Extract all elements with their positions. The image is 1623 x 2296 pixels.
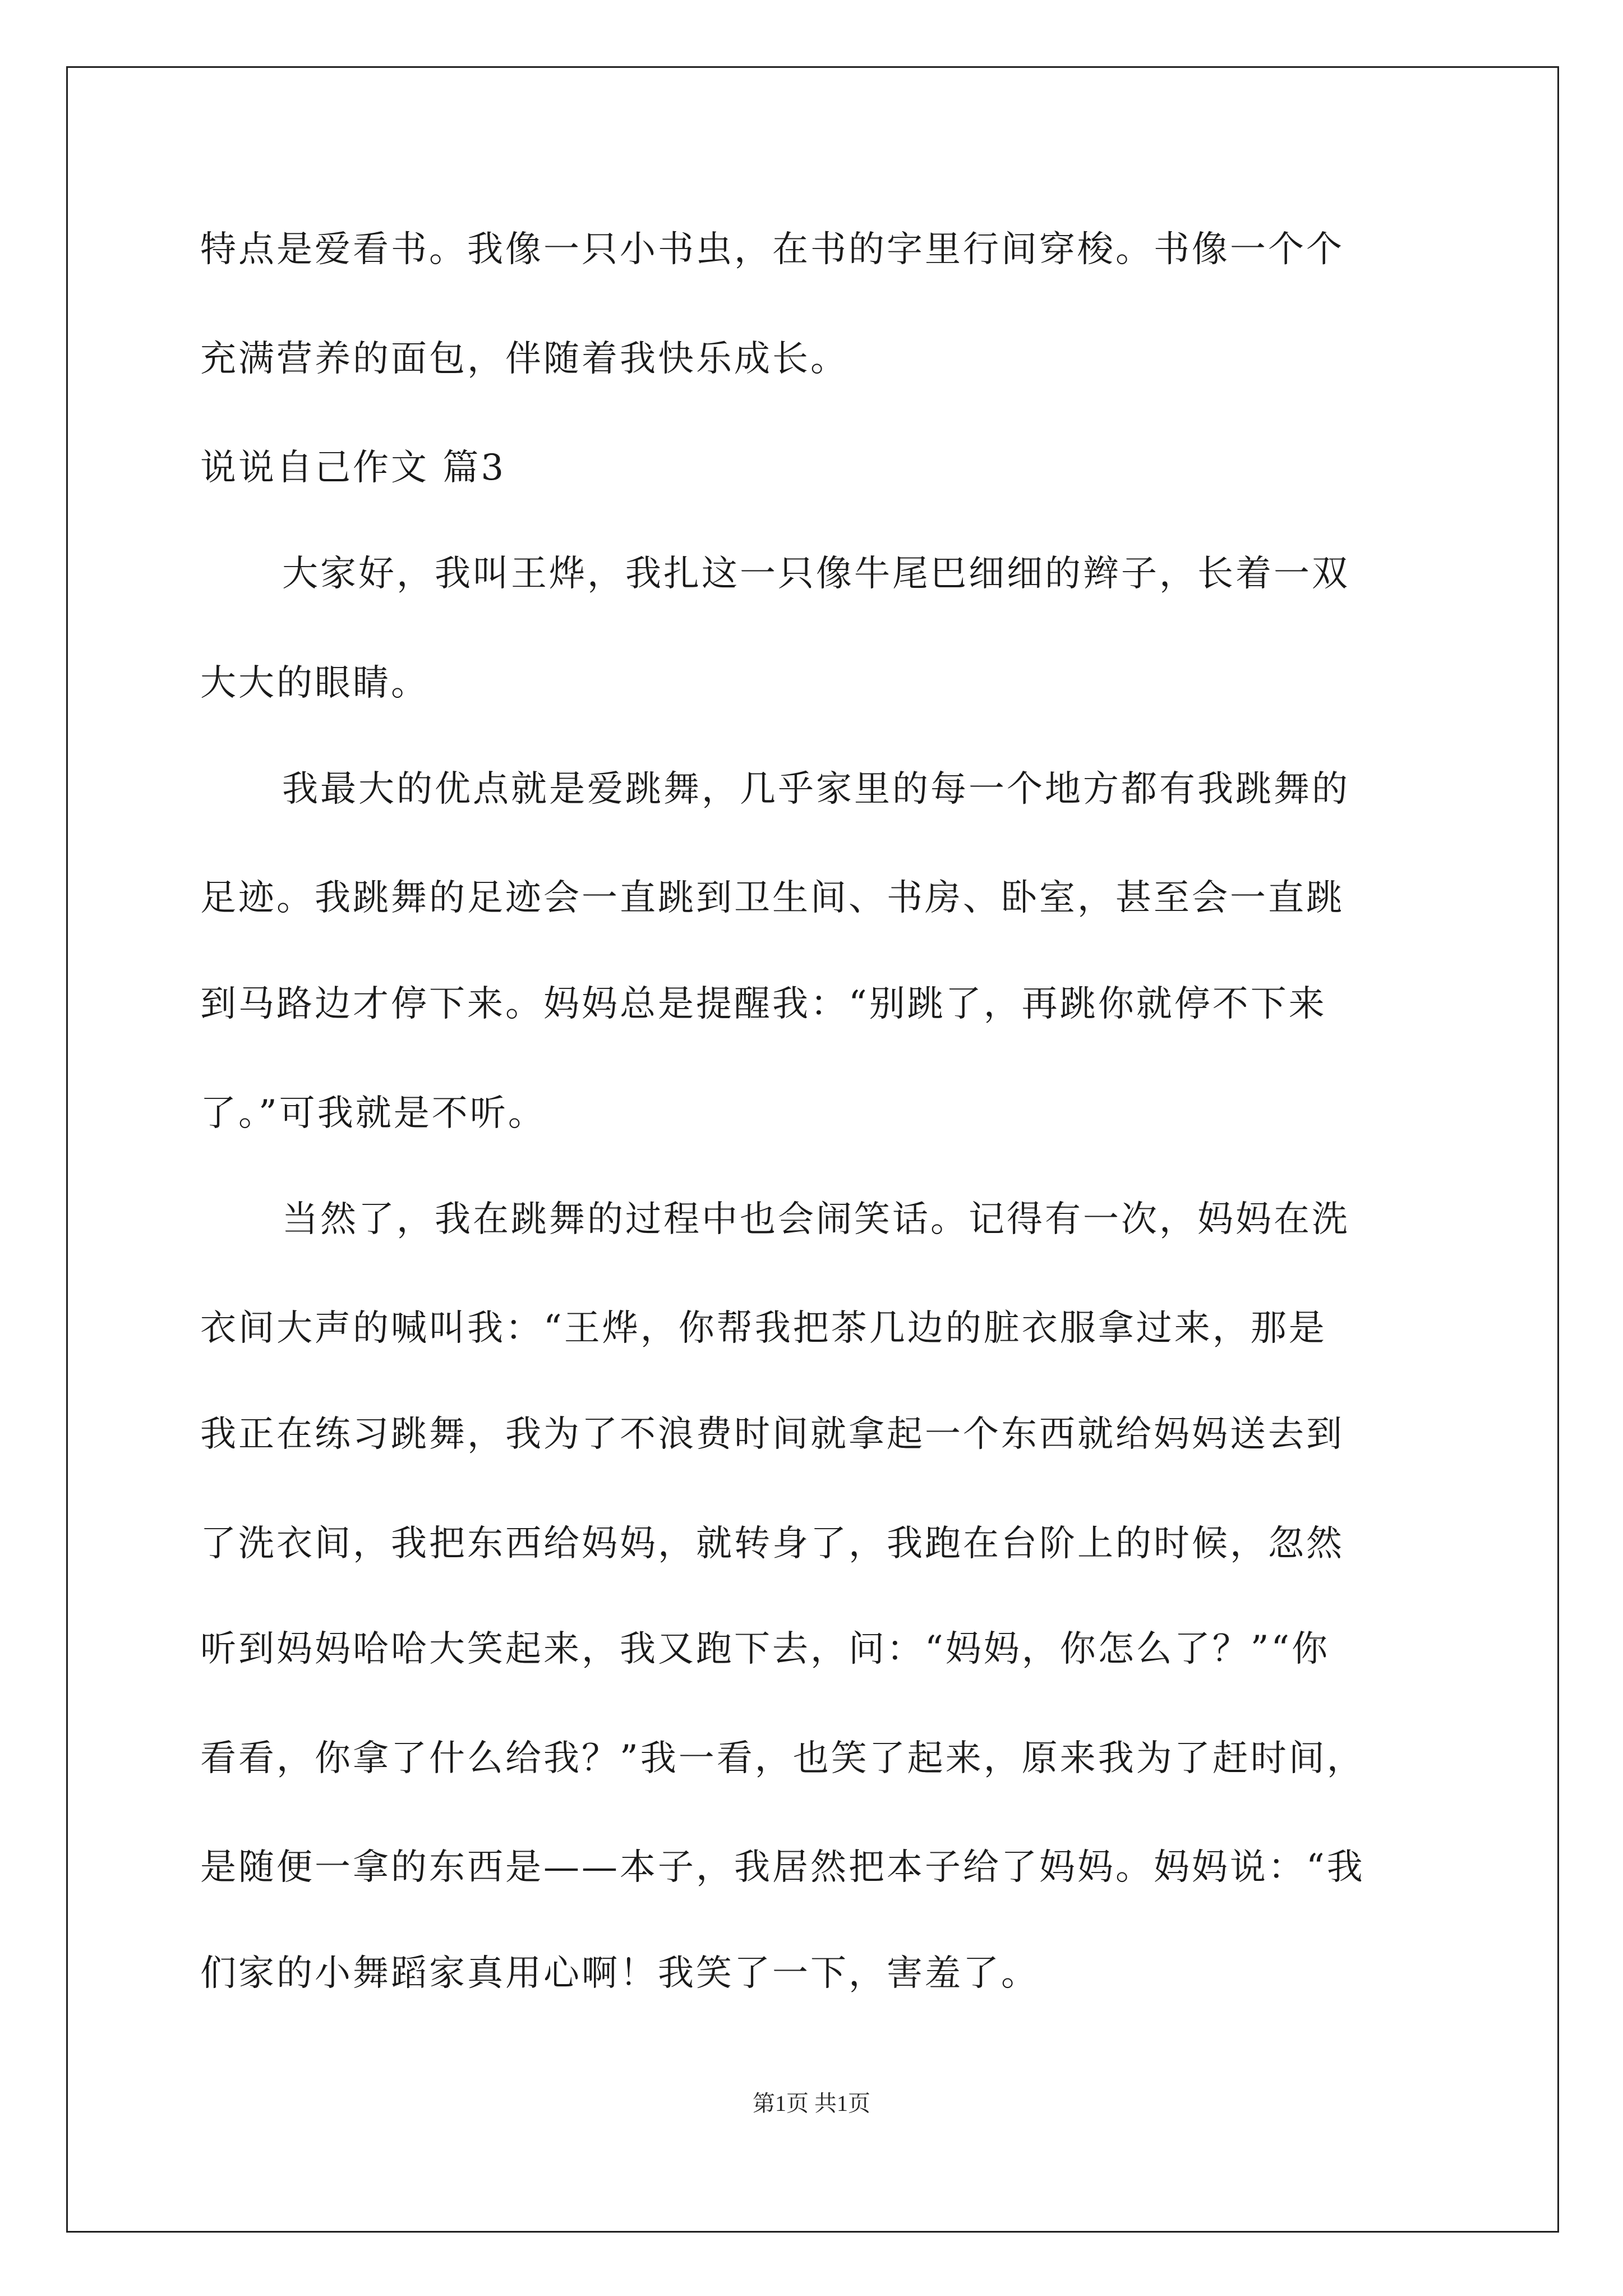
text-line: 听到妈妈哈哈大笑起来，我又跑下去，问：“妈妈，你怎么了？”“你 bbox=[200, 1628, 1330, 1670]
text-line: 衣间大声的喊叫我：“王烨，你帮我把茶几边的脏衣服拿过来，那是 bbox=[200, 1308, 1327, 1349]
page-footer: 第1页 共1页 bbox=[753, 2091, 870, 2116]
text-line: 了。”可我就是不听。 bbox=[200, 1093, 546, 1134]
text-line: 到马路边才停下来。妈妈总是提醒我：“别跳了，再跳你就停不下来 bbox=[200, 983, 1327, 1025]
text-line: 我最大的优点就是爱跳舞，几乎家里的每一个地方都有我跳舞的 bbox=[282, 769, 1350, 810]
text-line: 大大的眼睛。 bbox=[200, 662, 429, 704]
text-line: 们家的小舞蹈家真用心啊！我笑了一下，害羞了。 bbox=[200, 1953, 1039, 1994]
page-border bbox=[66, 66, 1559, 2233]
text-line: 充满营养的面包，伴随着我快乐成长。 bbox=[200, 338, 849, 380]
text-line: 是随便一拿的东西是——本子，我居然把本子给了妈妈。妈妈说：“我 bbox=[200, 1847, 1365, 1888]
text-line: 了洗衣间，我把东西给妈妈，就转身了，我跑在台阶上的时候，忽然 bbox=[200, 1523, 1344, 1565]
text-line: 我正在练习跳舞，我为了不浪费时间就拿起一个东西就给妈妈送去到 bbox=[200, 1414, 1344, 1455]
text-line: 看看，你拿了什么给我？”我一看，也笑了起来，原来我为了赶时间， bbox=[200, 1738, 1365, 1779]
text-line: 特点是爱看书。我像一只小书虫，在书的字里行间穿梭。书像一个个 bbox=[200, 229, 1344, 270]
text-line: 当然了，我在跳舞的过程中也会闹笑话。记得有一次，妈妈在洗 bbox=[282, 1199, 1350, 1240]
section-heading: 说说自己作文 篇3 bbox=[200, 447, 506, 489]
text-line: 大家好，我叫王烨，我扎这一只像牛尾巴细细的辫子，长着一双 bbox=[282, 553, 1350, 595]
text-line: 足迹。我跳舞的足迹会一直跳到卫生间、书房、卧室，甚至会一直跳 bbox=[200, 877, 1344, 919]
